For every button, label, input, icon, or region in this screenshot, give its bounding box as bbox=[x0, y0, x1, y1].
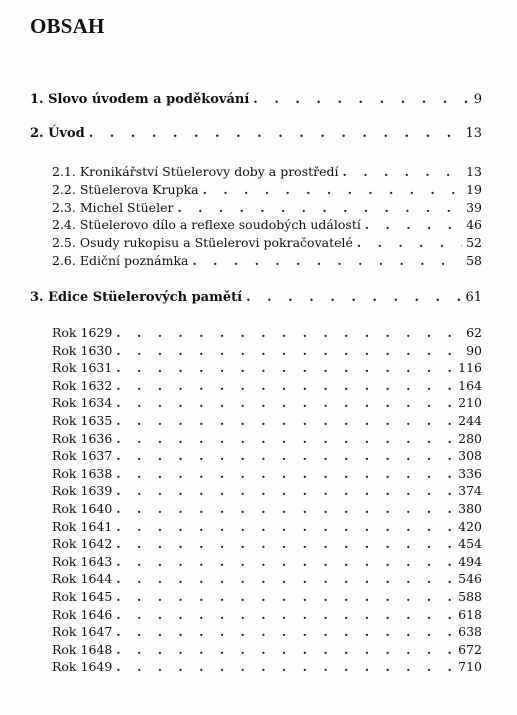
dot-leader bbox=[116, 412, 454, 429]
toc-entry-label: Rok 1629 bbox=[52, 325, 113, 340]
toc-entry-page: 62 bbox=[466, 325, 482, 340]
dot-leader bbox=[116, 465, 454, 482]
toc-entry-subsection[interactable] bbox=[52, 163, 482, 180]
toc-entry-section-2[interactable] bbox=[30, 125, 482, 142]
dot-leader bbox=[365, 216, 462, 233]
toc-entry-page: 210 bbox=[458, 395, 482, 410]
toc-entry-label: 2.6. Ediční poznámka bbox=[52, 253, 189, 268]
toc-entry-year[interactable] bbox=[52, 447, 482, 464]
toc-entry-page: 420 bbox=[458, 519, 482, 534]
toc-entry-year[interactable] bbox=[52, 570, 482, 587]
toc-entry-label: Rok 1647 bbox=[52, 624, 113, 639]
toc-entry-year[interactable] bbox=[52, 588, 482, 605]
toc-entry-page: 61 bbox=[465, 290, 482, 305]
toc-entry-year[interactable] bbox=[52, 324, 482, 341]
toc-entry-year[interactable] bbox=[52, 606, 482, 623]
toc-entry-subsection[interactable] bbox=[52, 199, 482, 216]
dot-leader bbox=[116, 588, 454, 605]
toc-entry-year[interactable] bbox=[52, 465, 482, 482]
toc-entry-year[interactable] bbox=[52, 342, 482, 359]
toc-entry-label: Rok 1636 bbox=[52, 431, 113, 446]
toc-entry-label: Rok 1642 bbox=[52, 536, 113, 551]
toc-entry-year[interactable] bbox=[52, 412, 482, 429]
toc-entry-subsection[interactable] bbox=[52, 216, 482, 233]
dot-leader bbox=[116, 500, 454, 517]
toc-entry-year[interactable] bbox=[52, 658, 482, 675]
toc-entry-page: 244 bbox=[458, 413, 482, 428]
dot-leader bbox=[116, 623, 454, 640]
toc-entry-label: Rok 1646 bbox=[52, 607, 113, 622]
toc-entry-label: Rok 1639 bbox=[52, 483, 113, 498]
toc-entry-page: 672 bbox=[458, 642, 482, 657]
toc-entry-page: 336 bbox=[458, 466, 482, 481]
toc-entry-page: 13 bbox=[465, 126, 482, 141]
toc-entry-year[interactable] bbox=[52, 500, 482, 517]
toc-entry-subsection[interactable] bbox=[52, 181, 482, 198]
toc-entry-page: 13 bbox=[466, 164, 482, 179]
toc-entry-page: 710 bbox=[458, 659, 482, 674]
toc-entry-label: Rok 1635 bbox=[52, 413, 113, 428]
dot-leader bbox=[116, 641, 454, 658]
toc-entry-year[interactable] bbox=[52, 430, 482, 447]
dot-leader bbox=[116, 342, 462, 359]
dot-leader bbox=[89, 125, 462, 142]
toc-entry-label: Rok 1645 bbox=[52, 589, 113, 604]
toc-entry-page: 116 bbox=[458, 360, 482, 375]
toc-entry-page: 308 bbox=[458, 448, 482, 463]
toc-entry-page: 9 bbox=[473, 92, 482, 107]
dot-leader bbox=[116, 324, 462, 341]
toc-entry-page: 454 bbox=[458, 536, 482, 551]
dot-leader bbox=[343, 163, 463, 180]
toc-entry-label: 2.1. Kronikářství Stüelerovy doby a prostředí bbox=[52, 164, 339, 179]
toc-entry-page: 546 bbox=[458, 571, 482, 586]
toc-entry-page: 19 bbox=[466, 182, 482, 197]
page-title: OBSAH bbox=[30, 14, 105, 38]
dot-leader bbox=[116, 377, 454, 394]
toc-entry-page: 494 bbox=[458, 554, 482, 569]
toc-entry-page: 46 bbox=[466, 217, 482, 232]
toc-entry-page: 58 bbox=[466, 253, 482, 268]
dot-leader bbox=[116, 553, 454, 570]
toc-entry-page: 164 bbox=[458, 378, 482, 393]
toc-entry-page: 52 bbox=[466, 235, 482, 250]
dot-leader bbox=[116, 535, 454, 552]
dot-leader bbox=[253, 91, 469, 108]
toc-entry-label: Rok 1631 bbox=[52, 360, 113, 375]
toc-entry-subsection[interactable] bbox=[52, 252, 482, 269]
toc-entry-section-3[interactable] bbox=[30, 289, 482, 306]
dot-leader bbox=[116, 359, 454, 376]
dot-leader bbox=[116, 482, 454, 499]
toc-entry-label: Rok 1643 bbox=[52, 554, 113, 569]
toc-entry-page: 380 bbox=[458, 501, 482, 516]
toc-entry-year[interactable] bbox=[52, 518, 482, 535]
toc-entry-label: Rok 1630 bbox=[52, 343, 113, 358]
toc-entry-year[interactable] bbox=[52, 641, 482, 658]
dot-leader bbox=[116, 447, 454, 464]
dot-leader bbox=[192, 252, 462, 269]
toc-entry-label: Rok 1632 bbox=[52, 378, 113, 393]
toc-entry-label: 2.3. Michel Stüeler bbox=[52, 200, 174, 215]
dot-leader bbox=[357, 234, 462, 251]
toc-entry-label: 2.5. Osudy rukopisu a Stüelerovi pokračovatelé bbox=[52, 235, 353, 250]
toc-entry-year[interactable] bbox=[52, 623, 482, 640]
toc-entry-label: 2.4. Stüelerovo dílo a reflexe soudobých událostí bbox=[52, 217, 361, 232]
toc-entry-label: Rok 1634 bbox=[52, 395, 113, 410]
toc-entry-page: 374 bbox=[458, 483, 482, 498]
toc-entry-label: Rok 1638 bbox=[52, 466, 113, 481]
toc-entry-page: 39 bbox=[466, 200, 482, 215]
toc-entry-year[interactable] bbox=[52, 359, 482, 376]
toc-entry-year[interactable] bbox=[52, 535, 482, 552]
dot-leader bbox=[203, 181, 462, 198]
dot-leader bbox=[246, 289, 461, 306]
dot-leader bbox=[116, 606, 454, 623]
dot-leader bbox=[116, 394, 454, 411]
toc-entry-label: Rok 1644 bbox=[52, 571, 113, 586]
toc-entry-label: 2. Úvod bbox=[30, 126, 85, 141]
dot-leader bbox=[116, 430, 454, 447]
toc-entry-page: 638 bbox=[458, 624, 482, 639]
toc-entry-year[interactable] bbox=[52, 553, 482, 570]
toc-entry-label: 1. Slovo úvodem a poděkování bbox=[30, 92, 250, 107]
toc-entry-label: Rok 1637 bbox=[52, 448, 113, 463]
toc-entry-subsection[interactable] bbox=[52, 234, 482, 251]
toc-entry-page: 280 bbox=[458, 431, 482, 446]
dot-leader bbox=[177, 199, 462, 216]
toc-entry-year[interactable] bbox=[52, 394, 482, 411]
toc-entry-label: Rok 1649 bbox=[52, 659, 113, 674]
toc-entry-label: Rok 1648 bbox=[52, 642, 113, 657]
toc-entry-year[interactable] bbox=[52, 482, 482, 499]
toc-entry-section-1[interactable] bbox=[30, 91, 482, 108]
dot-leader bbox=[116, 518, 454, 535]
toc-entry-label: 3. Edice Stüelerových pamětí bbox=[30, 290, 243, 305]
toc-entry-label: Rok 1641 bbox=[52, 519, 113, 534]
dot-leader bbox=[116, 658, 454, 675]
toc-entry-year[interactable] bbox=[52, 377, 482, 394]
toc-entry-label: 2.2. Stüelerova Krupka bbox=[52, 182, 199, 197]
toc-entry-page: 588 bbox=[458, 589, 482, 604]
toc-entry-page: 90 bbox=[466, 343, 482, 358]
dot-leader bbox=[116, 570, 454, 587]
toc-entry-page: 618 bbox=[458, 607, 482, 622]
toc-entry-label: Rok 1640 bbox=[52, 501, 113, 516]
